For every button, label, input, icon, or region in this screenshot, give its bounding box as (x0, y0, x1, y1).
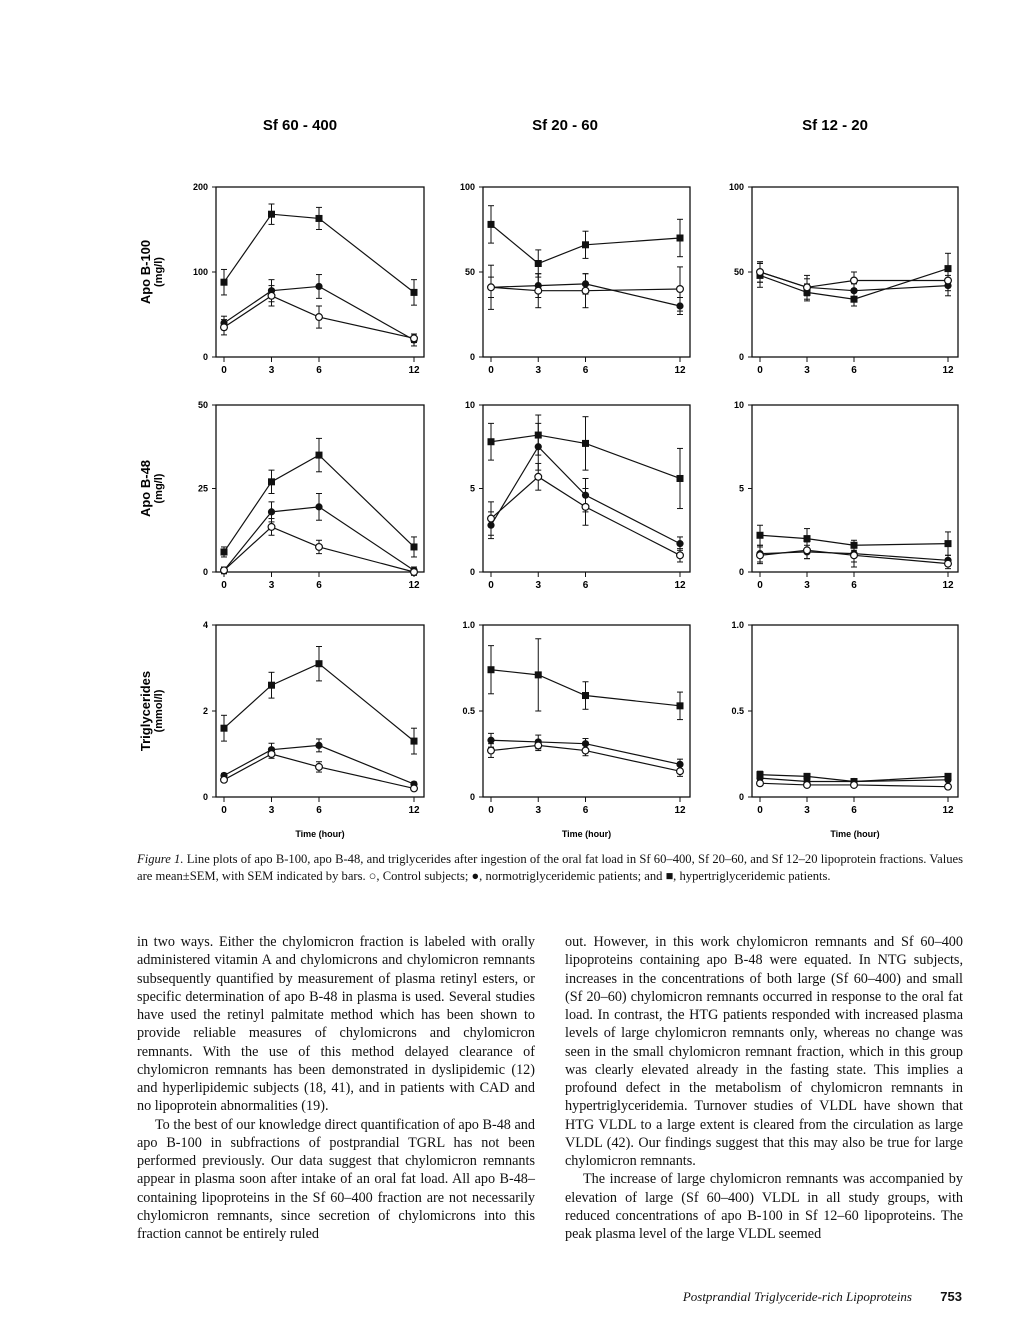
y-tick-label: 5 (738, 483, 744, 494)
data-point-square (488, 438, 495, 445)
figure-caption (137, 851, 963, 884)
data-point-square (582, 440, 589, 447)
chart-panel (193, 182, 424, 376)
data-point-open-circle (268, 524, 275, 531)
y-tick-label: 0.5 (731, 706, 744, 716)
plot-frame (216, 187, 424, 357)
data-point-open-circle (804, 284, 811, 291)
x-tick-label: 0 (757, 580, 763, 591)
x-tick-label: 6 (582, 580, 589, 591)
data-point-filled-circle (268, 508, 275, 515)
data-point-open-circle (945, 560, 952, 567)
y-tick-label: 0 (738, 352, 744, 362)
data-point-open-circle (677, 552, 684, 559)
data-point-filled-circle (944, 776, 951, 783)
page-number: 753 (940, 1289, 962, 1304)
x-tick-label: 0 (221, 805, 227, 816)
x-tick-label: 0 (221, 580, 227, 591)
data-point-open-circle (945, 277, 952, 284)
data-point-open-circle (535, 742, 542, 749)
x-tick-label: 12 (674, 805, 686, 816)
y-tick-label: 0 (738, 792, 744, 802)
data-point-open-circle (316, 764, 323, 771)
data-point-open-circle (804, 782, 811, 789)
data-point-filled-circle (487, 737, 494, 744)
data-point-filled-circle (315, 503, 322, 510)
data-point-filled-circle (315, 742, 322, 749)
x-tick-label: 12 (674, 365, 686, 376)
data-point-open-circle (582, 503, 589, 510)
data-point-open-circle (221, 324, 228, 331)
y-tick-label: 1.0 (731, 620, 744, 630)
column-title: Sf 60 - 400 (262, 117, 338, 134)
y-tick-label: 1.0 (462, 620, 475, 630)
data-point-square (535, 260, 542, 267)
paragraph: in two ways. Either the chylomicron fraction is labeled with orally administered vitamin A and chylomicrons and chylomicron remnants subsequently quantified by measurement of plasma retinyl esters, or specific determination of apo B-48 in plasma is used. Several studies have used the retinyl palmitate method which has been shown to provide reliable measures of chylomicrons and chylomicron remnants. With the use of this method delayed clearance of chylomicron remnants has been demonstrated in dyslipidemic (12) and hyperlipidemic subjects (18, 41), and in patients with CAD and no lipoprotein abnormalities (19). (137, 934, 535, 1115)
data-point-square (677, 702, 684, 709)
x-tick-label: 0 (221, 365, 227, 376)
data-point-square (316, 215, 323, 222)
x-tick-label: 0 (488, 805, 494, 816)
y-tick-label: 25 (197, 483, 208, 494)
data-point-open-circle (221, 776, 228, 783)
x-tick-label: 6 (582, 365, 589, 376)
body-column-right (565, 933, 963, 1243)
y-axis-label: Triglycerides (138, 670, 153, 752)
chart-panel (734, 400, 958, 591)
data-point-open-circle (582, 287, 589, 294)
data-point-open-circle (411, 335, 418, 342)
data-point-open-circle (411, 569, 418, 576)
plot-frame (483, 625, 690, 797)
data-point-square (757, 532, 764, 539)
x-tick-label: 12 (408, 580, 420, 591)
data-point-open-circle (411, 785, 418, 792)
y-tick-label: 4 (202, 620, 208, 630)
y-tick-label: 100 (192, 267, 208, 277)
plot-frame (216, 625, 424, 797)
y-tick-label: 0 (202, 567, 208, 577)
y-tick-label: 0 (738, 567, 744, 577)
y-tick-label: 0.5 (462, 706, 475, 716)
y-tick-label: 50 (733, 267, 744, 277)
chart-panel (729, 182, 958, 376)
data-point-filled-circle (315, 283, 322, 290)
x-tick-label: 3 (535, 365, 542, 376)
x-axis-label: Time (hour) (830, 829, 880, 839)
x-tick-label: 12 (942, 805, 954, 816)
data-point-square (945, 540, 952, 547)
y-tick-label: 50 (197, 400, 208, 410)
body-column-left (137, 933, 535, 1243)
caption-label: Figure 1. (137, 852, 184, 866)
data-point-filled-circle (535, 443, 542, 450)
data-point-open-circle (535, 287, 542, 294)
chart-panel (465, 400, 690, 591)
data-point-open-circle (851, 782, 858, 789)
data-point-open-circle (316, 544, 323, 551)
x-tick-label: 6 (851, 580, 857, 591)
chart-panel (462, 620, 690, 839)
y-axis-label: Apo B-48 (138, 459, 153, 518)
x-tick-label: 3 (804, 365, 810, 376)
x-tick-label: 6 (851, 805, 857, 816)
data-point-square (221, 548, 228, 555)
x-axis-label: Time (hour) (295, 829, 345, 839)
y-tick-label: 0 (469, 567, 475, 577)
y-tick-label: 200 (192, 182, 208, 192)
data-point-open-circle (851, 552, 858, 559)
data-point-square (411, 543, 418, 550)
data-point-open-circle (488, 284, 495, 291)
data-point-open-circle (488, 515, 495, 522)
plot-frame (752, 625, 958, 797)
x-tick-label: 6 (582, 805, 589, 816)
x-tick-label: 12 (942, 580, 954, 591)
chart-panel (731, 620, 958, 839)
data-point-filled-circle (676, 540, 683, 547)
y-tick-label: 0 (469, 352, 475, 362)
data-point-open-circle (582, 747, 589, 754)
data-point-square (268, 478, 275, 485)
data-point-square (677, 475, 684, 482)
x-tick-label: 0 (757, 365, 763, 376)
data-point-square (535, 671, 542, 678)
x-tick-label: 12 (408, 805, 420, 816)
y-tick-label: 10 (733, 400, 744, 410)
x-tick-label: 6 (851, 365, 857, 376)
data-point-square (488, 221, 495, 228)
data-point-open-circle (757, 780, 764, 787)
chart-panel (198, 400, 424, 591)
column-title: Sf 20 - 60 (532, 117, 598, 134)
chart-panel (460, 182, 690, 376)
data-point-open-circle (851, 277, 858, 284)
data-point-square (804, 535, 811, 542)
x-tick-label: 12 (942, 365, 954, 376)
y-tick-label: 100 (728, 182, 744, 192)
column-title: Sf 12 - 20 (802, 117, 868, 134)
y-axis-label: (mg/l) (153, 473, 165, 504)
x-tick-label: 6 (316, 365, 322, 376)
y-tick-label: 0 (469, 792, 475, 802)
y-tick-label: 0 (202, 352, 208, 362)
x-tick-label: 3 (535, 580, 542, 591)
data-point-open-circle (535, 473, 542, 480)
y-axis-label: (mg/l) (153, 257, 165, 287)
data-point-open-circle (757, 552, 764, 559)
data-point-square (221, 725, 228, 732)
data-point-square (677, 235, 684, 242)
data-point-open-circle (757, 269, 764, 276)
y-tick-label: 2 (202, 706, 208, 716)
y-axis-label: (mmol/l) (153, 689, 165, 733)
y-tick-label: 100 (459, 182, 475, 192)
x-tick-label: 12 (674, 580, 686, 591)
paragraph: To the best of our knowledge direct quantification of apo B-48 and apo B-100 in subfractions of postprandial TGRL has not been performed previously. Our data suggest that chylomicron remnants appear in plasma soon after intake of an oral fat load. All apo B-48–containing lipoproteins in the Sf 60–400 fraction are not necessarily chylomicron remnants, since secretion of chylomicrons into this fraction cannot be entirely ruled (137, 1116, 535, 1242)
running-title: Postprandial Triglyceride-rich Lipoproteins (682, 1289, 912, 1304)
x-tick-label: 3 (535, 805, 542, 816)
data-point-square (488, 666, 495, 673)
data-point-square (268, 682, 275, 689)
data-point-square (316, 452, 323, 459)
data-point-square (221, 279, 228, 286)
data-point-open-circle (221, 567, 228, 574)
paragraph: The increase of large chylomicron remnants was accompanied by elevation of large (Sf 60–400) VLDL in all study groups, with reduced concentrations of apo B-100 in Sf 12–60 lipoproteins. The peak plasma level of the large VLDL seemed (565, 1171, 963, 1242)
data-point-open-circle (488, 747, 495, 754)
x-tick-label: 3 (268, 580, 275, 591)
data-point-square (411, 738, 418, 745)
data-point-square (582, 241, 589, 248)
x-axis-label: Time (hour) (561, 829, 612, 839)
y-tick-label: 5 (469, 483, 475, 494)
data-point-square (411, 289, 418, 296)
chart-panel (203, 620, 424, 839)
x-tick-label: 3 (268, 805, 275, 816)
x-tick-label: 0 (488, 365, 494, 376)
data-point-open-circle (677, 768, 684, 775)
x-tick-label: 6 (316, 580, 322, 591)
data-point-open-circle (268, 751, 275, 758)
data-point-open-circle (677, 286, 684, 293)
x-tick-label: 0 (488, 580, 494, 591)
y-tick-label: 50 (464, 267, 475, 277)
data-point-square (316, 660, 323, 667)
x-tick-label: 3 (268, 365, 275, 376)
x-tick-label: 3 (804, 805, 810, 816)
y-tick-label: 0 (202, 792, 208, 802)
data-point-square (582, 692, 589, 699)
plot-frame (483, 187, 690, 357)
x-tick-label: 6 (316, 805, 322, 816)
data-point-open-circle (268, 292, 275, 299)
x-tick-label: 0 (757, 805, 763, 816)
data-point-open-circle (804, 547, 811, 554)
y-axis-label: Apo B-100 (138, 239, 153, 305)
data-point-square (268, 211, 275, 218)
data-point-open-circle (945, 783, 952, 790)
caption-text: Line plots of apo B-100, apo B-48, and triglycerides after ingestion of the oral fat load in Sf 60–400, Sf 20–60, and Sf 12–20 lipoprotein fractions. Values are mean±SEM, with SEM indicated by bars. ○, Control subjects; ●, normotriglyceridemic patients; and ■, hypertriglyceridemic patients. (137, 852, 964, 883)
data-point-open-circle (316, 314, 323, 321)
paragraph: out. However, in this work chylomicron remnants and Sf 60–400 lipoproteins containing apo B-48 were equated. In NTG subjects, increases in the concentrations of both large (Sf 60–400) and small (Sf 20–60) chylomicron remnants occurred in response to the oral fat load. In contrast, the HTG patients responded with increased plasma levels of large chylomicron remnants only, whereas no change was seen in the small chylomicron remnant fraction, which in this group was clearly elevated already in the fasting state. This implies a profound defect in the metabolism of chylomicron remnants in hypertriglyceridemia. Turnover studies of VLDL have shown that HTG VLDL to a large extent is cleared from the circulation as large VLDL (42). Our findings suggest that this may also be true for large chylomicron remnants. (565, 934, 963, 1169)
x-tick-label: 12 (408, 365, 420, 376)
y-tick-label: 10 (464, 400, 475, 410)
x-tick-label: 3 (804, 580, 810, 591)
